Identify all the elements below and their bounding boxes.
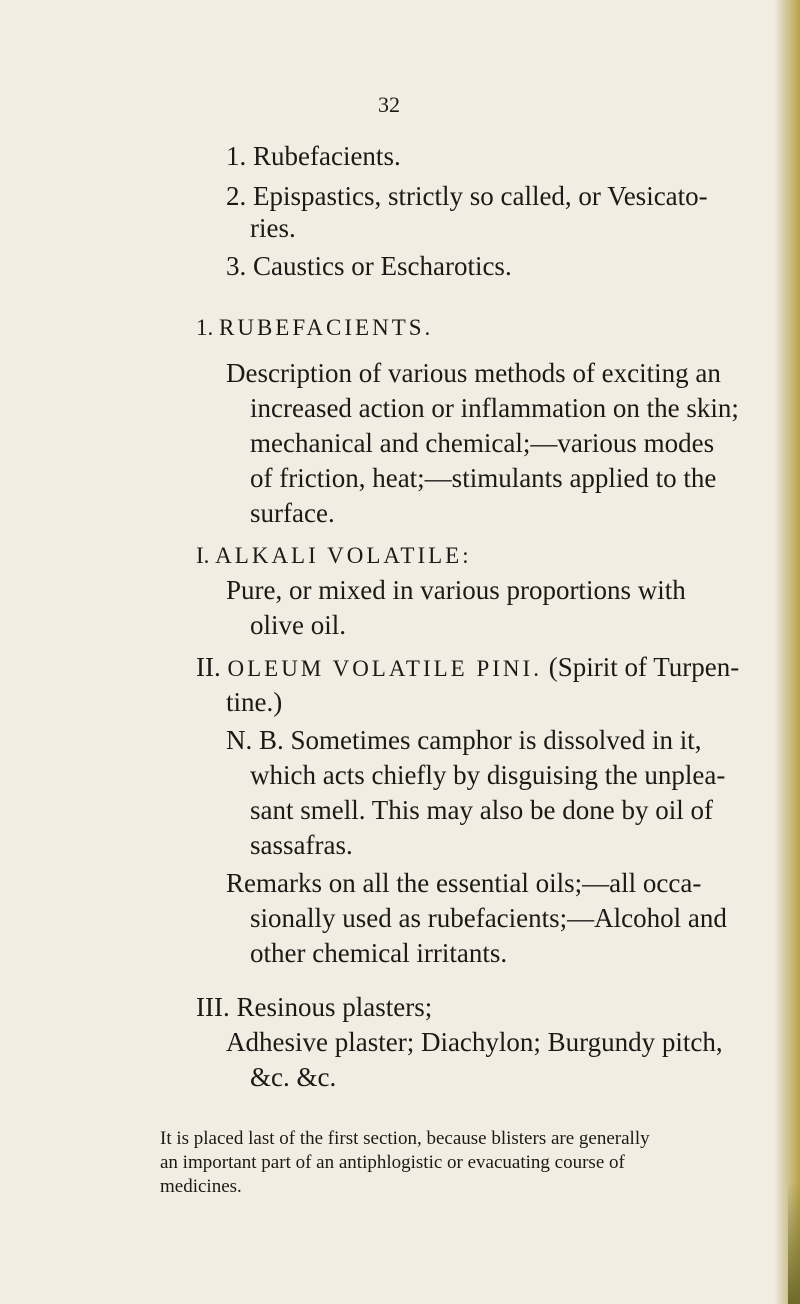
item-text: other chemical irritants.: [250, 938, 508, 968]
item-number: I.: [196, 543, 210, 568]
item-text: which acts chiefly by disguising the unplea-: [250, 760, 726, 790]
item-text: sionally used as rubefacients;—Alcohol and: [250, 903, 727, 933]
description-line: mechanical and chemical;—various modes: [250, 428, 715, 458]
description-line: of friction, heat;—stimulants applied to the: [250, 463, 717, 493]
item-text: Remarks on all the essential oils;—all occa-: [226, 868, 702, 898]
section-number: 1.: [196, 315, 214, 340]
list-item: 1. Rubefacients.: [226, 141, 401, 171]
footnote-line: medicines.: [160, 1176, 242, 1197]
description-line: surface.: [250, 498, 335, 528]
description-line: increased action or inflammation on the skin;: [250, 393, 739, 423]
item-text: &c. &c.: [250, 1062, 337, 1092]
page-edge: [774, 0, 800, 1304]
item-heading: [196, 651, 739, 685]
item-number: II.: [196, 652, 221, 682]
description-line: Description of various methods of exciting an: [226, 358, 721, 388]
item-title-rest: (Spirit of Turpen-: [548, 652, 740, 682]
item-heading: [196, 540, 472, 572]
list-item: 3. Caustics or Escharotics.: [226, 251, 512, 281]
item-text: Pure, or mixed in various proportions with: [226, 575, 686, 605]
page-number: 32: [378, 92, 400, 117]
list-item: ries.: [250, 213, 296, 243]
item-text: Adhesive plaster; Diachylon; Burgundy pitch,: [226, 1027, 723, 1057]
item-title: OLEUM VOLATILE PINI.: [227, 656, 542, 681]
item-title: ALKALI VOLATILE:: [215, 543, 472, 568]
item-text: sant smell. This may also be done by oil of: [250, 795, 713, 825]
item-text: N. B. Sometimes camphor is dissolved in it,: [226, 725, 702, 755]
footnote-line: It is placed last of the first section, because blisters are generally: [160, 1128, 650, 1149]
section-title: RUBEFACIENTS.: [219, 315, 434, 340]
section-heading: [196, 312, 433, 344]
item-heading: III. Resinous plasters;: [196, 992, 433, 1022]
item-text: tine.): [226, 687, 283, 717]
item-text: olive oil.: [250, 610, 346, 640]
list-item: 2. Epispastics, strictly so called, or Vesicato-: [226, 181, 708, 211]
item-text: sassafras.: [250, 830, 353, 860]
page-edge-shadow: [788, 1180, 800, 1304]
footnote-line: an important part of an antiphlogistic or evacuating course of: [160, 1152, 625, 1173]
